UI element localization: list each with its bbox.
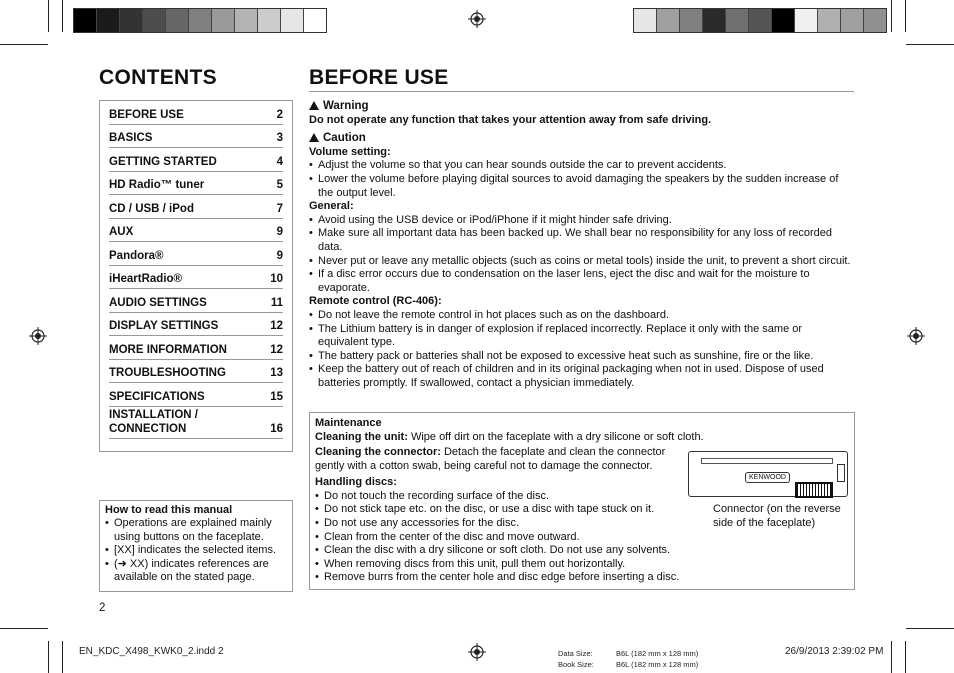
toc-label: CONNECTION xyxy=(109,422,187,435)
list-item: • Avoid using the USB device or iPod/iPhone if it might hinder safe driving. xyxy=(309,214,854,228)
color-swatch xyxy=(841,9,864,32)
toc-entry xyxy=(109,195,283,219)
side-bracket xyxy=(837,464,845,482)
caution-title: Caution xyxy=(323,132,366,145)
list-item: • Do not use any accessories for the disc. xyxy=(315,517,715,531)
crop-mark xyxy=(62,0,63,32)
toc-entry xyxy=(109,336,283,360)
list-item: • (➜ XX) indicates references are available on the stated page. xyxy=(105,558,286,585)
toc-entry xyxy=(109,407,283,439)
toc-page: 16 xyxy=(270,422,283,435)
registration-mark-icon xyxy=(468,10,486,28)
color-swatch xyxy=(235,9,258,32)
toc-label: DISPLAY SETTINGS xyxy=(109,320,219,332)
color-swatch xyxy=(212,9,235,32)
cleaning-connector-text: Detach the faceplate and clean the connector gently with a cotton swab, being careful not to damage the connector. xyxy=(315,446,666,472)
crop-mark xyxy=(48,641,49,673)
toc-label: BEFORE USE xyxy=(109,108,184,121)
toc-label: INSTALLATION / xyxy=(109,408,199,421)
remote-title: Remote control (RC-406): xyxy=(309,295,442,308)
connector-caption: side of the faceplate) xyxy=(713,516,816,529)
toc-page: 5 xyxy=(276,179,283,191)
color-swatch xyxy=(749,9,772,32)
disc-slot xyxy=(701,458,833,464)
list-item: • Remove burrs from the center hole and disc edge before inserting a disc. xyxy=(315,571,715,585)
toc-page: 15 xyxy=(270,390,283,403)
color-swatch xyxy=(143,9,166,32)
registration-mark-icon xyxy=(29,327,47,345)
crop-mark xyxy=(905,641,906,673)
registration-mark-icon xyxy=(907,327,925,345)
list-item: • The Lithium battery is in danger of explosion if replaced incorrectly. Replace it only with the same or equivalent type. xyxy=(309,323,854,350)
toc-entry xyxy=(109,313,283,337)
cleaning-unit-text: Wipe off dirt on the faceplate with a dry silicone or soft cloth. xyxy=(407,430,704,443)
toc-label: Pandora® xyxy=(109,249,164,262)
color-swatch xyxy=(97,9,120,32)
toc-page: 12 xyxy=(270,320,283,332)
toc-label: BASICS xyxy=(109,132,153,144)
list-item: • Never put or leave any metallic objects (such as coins or metal tools) inside the unit, to prevent a short circuit. xyxy=(309,255,854,269)
toc-label: AUDIO SETTINGS xyxy=(109,296,207,309)
crop-mark xyxy=(905,0,906,32)
list-item: • Clean the disc with a dry silicone or soft cloth. Do not use any solvents. xyxy=(315,544,715,558)
color-swatch xyxy=(818,9,841,32)
list-item: • [XX] indicates the selected items. xyxy=(105,544,286,558)
toc-page: 12 xyxy=(270,343,283,356)
color-calibration-bar-right xyxy=(633,8,887,33)
color-swatch xyxy=(166,9,189,32)
color-swatch xyxy=(634,9,657,32)
toc-entry xyxy=(109,289,283,313)
color-swatch xyxy=(189,9,212,32)
maintenance-box xyxy=(309,412,855,590)
color-swatch xyxy=(657,9,680,32)
crop-mark xyxy=(906,44,954,45)
list-item: • Lower the volume before playing digital sources to avoid damaging the speakers by the sudden increase of the output level. xyxy=(309,173,854,200)
toc-label: TROUBLESHOOTING xyxy=(109,367,226,379)
list-item: • Do not touch the recording surface of the disc. xyxy=(315,490,715,504)
list-item: • Adjust the volume so that you can hear sounds outside the car to prevent accidents. xyxy=(309,159,854,173)
toc-page: 9 xyxy=(276,226,283,238)
toc-entry xyxy=(109,360,283,384)
toc-entry xyxy=(109,219,283,243)
toc-label: CD / USB / iPod xyxy=(109,202,194,215)
book-size-label: Book Size: xyxy=(558,660,594,669)
toc-label: AUX xyxy=(109,226,134,238)
color-swatch xyxy=(74,9,97,32)
toc-entry xyxy=(109,383,283,407)
toc-label: iHeartRadio® xyxy=(109,273,183,285)
toc-page: 9 xyxy=(276,249,283,262)
crop-mark xyxy=(906,628,954,629)
color-swatch xyxy=(795,9,818,32)
cleaning-unit-label: Cleaning the unit: xyxy=(315,430,408,443)
page-number: 2 xyxy=(99,602,106,614)
toc-entry xyxy=(109,125,283,149)
toc-page: 13 xyxy=(270,367,283,379)
list-item: • Do not leave the remote control in hot places such as on the dashboard. xyxy=(309,309,854,323)
list-item: • The battery pack or batteries shall not be exposed to excessive heat such as sunshine, fire or the like. xyxy=(309,350,854,364)
color-swatch xyxy=(703,9,726,32)
crop-mark xyxy=(891,641,892,673)
list-item: • Keep the battery out of reach of children and in its original packaging when not in used. Dispose of used batteries promptly. If swallowed, contact a physician immediately. xyxy=(309,363,854,390)
color-swatch xyxy=(726,9,749,32)
toc-page: 11 xyxy=(270,296,283,309)
toc-label: MORE INFORMATION xyxy=(109,343,227,356)
faceplate-logo: KENWOOD xyxy=(745,472,790,483)
section-title: BEFORE USE xyxy=(309,66,449,89)
volume-title: Volume setting: xyxy=(309,145,391,158)
toc-label: SPECIFICATIONS xyxy=(109,390,205,403)
warning-title: Warning xyxy=(323,100,369,112)
toc-entry xyxy=(109,172,283,196)
warning-icon xyxy=(309,101,319,110)
footer-timestamp: 26/9/2013 2:39:02 PM xyxy=(785,646,884,657)
contents-title: CONTENTS xyxy=(99,66,217,89)
warning-text: Do not operate any function that takes your attention away from safe driving. xyxy=(309,113,712,126)
crop-mark xyxy=(0,628,48,629)
data-size: B6L (182 mm x 128 mm) xyxy=(616,649,699,658)
caution-icon xyxy=(309,133,319,142)
toc-page: 7 xyxy=(276,202,283,215)
how-to-title: How to read this manual xyxy=(105,504,233,516)
toc-page: 2 xyxy=(276,108,283,121)
toc-entry xyxy=(109,148,283,172)
color-swatch xyxy=(772,9,795,32)
toc-label: HD Radio™ tuner xyxy=(109,179,205,191)
title-rule xyxy=(309,91,854,92)
color-swatch xyxy=(304,9,326,32)
registration-mark-icon xyxy=(468,643,486,661)
list-item: • Make sure all important data has been backed up. We shall bear no responsibility for any loss of recorded data. xyxy=(309,227,854,254)
toc-entry xyxy=(109,266,283,290)
faceplate-illustration xyxy=(688,451,848,497)
toc-page: 10 xyxy=(270,273,283,285)
before-use-content xyxy=(309,100,854,390)
crop-mark xyxy=(891,0,892,32)
crop-mark xyxy=(0,44,48,45)
crop-mark xyxy=(62,641,63,673)
list-item: • Operations are explained mainly using buttons on the faceplate. xyxy=(105,517,286,544)
list-item: • When removing discs from this unit, pull them out horizontally. xyxy=(315,558,715,572)
footer-file: EN_KDC_X498_KWK0_2.indd 2 xyxy=(79,646,224,657)
list-item: • Do not stick tape etc. on the disc, or use a disc with tape stuck on it. xyxy=(315,503,715,517)
list-item: • Clean from the center of the disc and move outward. xyxy=(315,531,715,545)
crop-mark xyxy=(48,0,49,32)
how-to-read-box xyxy=(99,500,293,592)
color-swatch xyxy=(120,9,143,32)
toc-page: 4 xyxy=(276,155,283,168)
color-swatch xyxy=(864,9,886,32)
general-title: General: xyxy=(309,200,354,213)
data-size-label: Data Size: xyxy=(558,649,593,658)
color-swatch xyxy=(258,9,281,32)
color-swatch xyxy=(281,9,304,32)
connector-caption: Connector (on the reverse xyxy=(713,503,841,515)
table-of-contents xyxy=(99,100,293,452)
maintenance-title: Maintenance xyxy=(315,417,382,429)
cleaning-connector-label: Cleaning the connector: xyxy=(315,446,441,458)
color-calibration-bar-left xyxy=(73,8,327,33)
connector xyxy=(795,482,833,498)
toc-label: GETTING STARTED xyxy=(109,155,217,168)
book-size: B6L (182 mm x 128 mm) xyxy=(616,660,699,669)
list-item: • If a disc error occurs due to condensation on the laser lens, eject the disc and wait for the moisture to evaporate. xyxy=(309,268,854,295)
toc-entry xyxy=(109,242,283,266)
discs-title: Handling discs: xyxy=(315,476,397,489)
color-swatch xyxy=(680,9,703,32)
toc-page: 3 xyxy=(276,132,283,144)
toc-entry xyxy=(109,101,283,125)
